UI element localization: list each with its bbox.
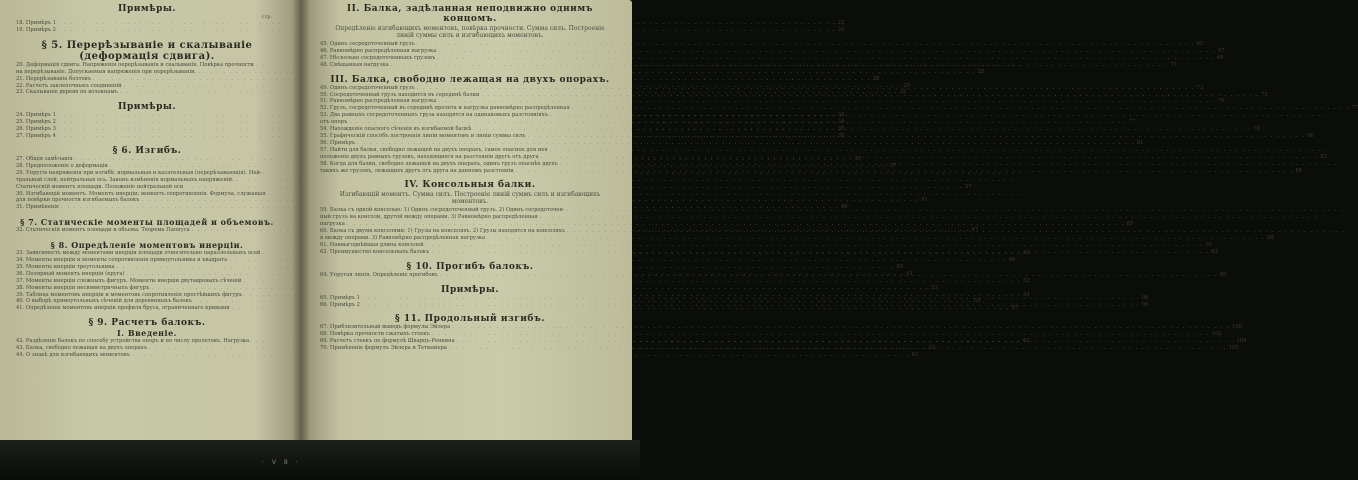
dot-leader — [540, 214, 1318, 221]
toc-page-number: 23 — [837, 20, 845, 26]
toc-entry-title: на перерѣзываніе. Допускаемыя напряженія при перерѣзываніи. — [16, 68, 197, 75]
toc-entry-title: Статическій моментъ площади. Положеніе нейтральной оси — [16, 183, 184, 190]
toc-entry — [320, 47, 1225, 55]
toc-entry-title: 49. Одинъ сосредоточенный грузъ — [320, 84, 415, 91]
toc-entry-title: 33. Зависимость между моментами инерціи площади относительно параллельныхъ осей — [16, 250, 261, 257]
toc-page-number: 67 — [1218, 47, 1225, 54]
toc-entry-title: 22. Расчетъ заклепочныхъ соединеній — [16, 82, 122, 89]
toc-page-number: 37 — [889, 162, 897, 169]
toc-page-number: 46 — [840, 204, 848, 211]
section-heading: III. Балка, свободно лежащая на двухъ опорахъ. — [330, 74, 610, 85]
toc-page-number: 53 — [931, 284, 938, 291]
toc-page-number: 81 — [1136, 139, 1144, 146]
toc-entry — [320, 112, 620, 119]
section-heading: Примѣры. — [117, 102, 177, 113]
toc-entry-title: для повѣрки прочности изгибаемыхъ балокъ — [16, 197, 140, 204]
dot-leader — [362, 302, 1140, 309]
dot-leader — [572, 105, 1350, 112]
toc-entry-title: такихъ же грузовъ, лежащихъ другъ отъ друга на данномъ разстояніи — [320, 167, 514, 174]
section-heading: IV. Консольныя балки. — [404, 180, 536, 191]
toc-page-number: 77 — [1129, 119, 1136, 126]
toc-entry — [16, 68, 985, 76]
book-cover-edge — [0, 440, 640, 480]
toc-entry-title: 70. Примѣненіе формулъ Эйлера и Тетмайера — [320, 345, 447, 352]
toc-entry — [320, 161, 620, 168]
toc-page-number: 99 — [1141, 301, 1149, 308]
dot-leader — [449, 345, 1227, 352]
toc-entry-title: 20. Деформація сдвига. Напряженія перерѣзыванія и скалыванія. Повѣрка прочности — [16, 61, 254, 68]
toc-page-number: 76 — [1218, 98, 1225, 105]
toc-page-number: 55 — [973, 298, 981, 305]
section-heading: § 9. Расчетъ балокъ. — [88, 318, 206, 329]
toc-page-number: 61 — [1023, 338, 1030, 345]
section-heading: І. Введеніе. — [117, 328, 177, 339]
toc-entry-title: 21. Перерѣзываніе болтовъ — [16, 75, 91, 82]
toc-entry — [16, 277, 1030, 285]
toc-page-number: 63 — [911, 352, 919, 359]
toc-page-number: 65 — [1196, 41, 1204, 47]
toc-entry-title: 52. Грузъ, сосредоточенный въ серединѣ пролета и нагрузка равномѣрно распредѣленная — [320, 105, 570, 112]
cover-mark: · V 8 · — [262, 459, 301, 466]
toc-entry-title: 61. Наивыгоднѣйшая длина консолей — [320, 241, 424, 248]
toc-entry-title: 25. Примѣръ 2 — [16, 119, 56, 126]
toc-entry-title: тральный слой, нейтральная ось. Законъ измѣненія нормальныхъ напряженій. — [16, 176, 234, 183]
toc-entry — [320, 139, 1144, 147]
toc-page-number: 35 — [837, 133, 845, 140]
section-subtitle: Опредѣленіе изгибающихъ моментовъ, повѣрка прочности. Сумма силъ. Построеніе линій суммы силъ и изгибающихъ моментовъ. — [335, 25, 605, 39]
toc-page-number: 88 — [1266, 235, 1274, 242]
toc-entry-title: 45. Одинъ сосредоточенный грузъ — [320, 41, 415, 47]
toc-entry-title: 56. Примѣръ — [320, 139, 355, 146]
toc-entry-title: 38. Моменты инерціи несимметричныхъ фигуръ — [16, 284, 150, 291]
dot-leader — [567, 207, 1345, 214]
toc-entry-title: 43. Балка, свободно лежащая на двухъ опорахъ — [16, 345, 148, 352]
toc-page-number: 104 — [1236, 338, 1247, 345]
toc-page-number: 71 — [1170, 61, 1178, 68]
toc-entry-title: 28. Предположеніе о деформаціи — [16, 162, 108, 169]
section-heading: § 11. Продольный изгибъ. — [395, 314, 545, 325]
toc-entry-title: 68. Повѣрка прочности сжатыхъ стоекъ — [320, 331, 430, 338]
toc-entry — [16, 305, 1019, 312]
toc-entry-title: 26. Примѣръ 3 — [16, 126, 56, 133]
toc-page-number: 25 — [978, 68, 985, 75]
page-column-label: стр. — [261, 14, 272, 20]
section-heading: § 10. Прогибъ балокъ. — [406, 261, 534, 272]
dot-leader — [541, 154, 1319, 161]
toc-entry-title: 69. Расчетъ стоекъ по формулѣ Шварцъ-Ренкина — [320, 338, 455, 345]
toc-entry-title: 47. Нѣсколько сосредоточенныхъ грузовъ — [320, 54, 436, 61]
toc-page-number: 37 — [965, 183, 972, 190]
dot-leader — [567, 228, 1345, 235]
dot-leader — [426, 242, 1204, 249]
toc-entry — [16, 20, 845, 27]
toc-entry-title: 62. Преимущество консольныхъ балокъ — [320, 248, 430, 255]
dot-leader — [457, 338, 1235, 345]
toc-entry — [320, 105, 1358, 112]
toc-entry — [320, 54, 1224, 62]
section-heading: § 6. Изгибъ. — [112, 145, 182, 156]
dot-leader — [362, 295, 1140, 302]
toc-page-number: 95 — [1219, 271, 1227, 278]
toc-page-number: 28 — [872, 75, 880, 82]
toc-entry-title: 48. Смѣшанная нагрузка — [320, 61, 389, 68]
toc-page-number: 32 — [899, 89, 907, 96]
toc-page-number: 78 — [1253, 126, 1260, 133]
dot-leader — [528, 133, 1306, 140]
toc-entry — [320, 228, 620, 235]
toc-page-number: 24 — [837, 26, 845, 33]
toc-entry-title: 31. Примѣненіе — [16, 204, 60, 211]
toc-entry-title: нагрузка — [320, 221, 345, 228]
toc-entry-title: 55. Графическій способъ построенія линіи моментовъ и линіи суммы силъ — [320, 132, 526, 139]
toc-entry-title: 57. Найти для балки, свободно лежащей на двухъ опорахъ, самое опасное для нея — [320, 146, 548, 153]
toc-entry-title: 46. Равномѣрно распредѣленная нагрузка — [320, 47, 437, 54]
toc-entry-title: 42. Раздѣленіе балокъ по способу устройства опоръ и по числу пролетовъ. Нагрузка — [16, 338, 250, 345]
toc-page-number: 35 — [837, 126, 845, 133]
dot-leader — [432, 331, 1210, 338]
toc-entry — [320, 235, 1274, 242]
toc-page-number: 50 — [896, 263, 903, 270]
toc-entry-title: 67. Приблизительный выводъ формулы Эйлера — [320, 324, 451, 331]
toc-entry-title: 53. Два равныхъ сосредоточенныхъ груза находятся на одинаковыхъ разстояніяхъ — [320, 112, 548, 119]
toc-entry-title: и между опорами. 3) Равномѣрно распредѣленная нагрузка — [320, 235, 486, 242]
toc-page-number: 91 — [1205, 241, 1213, 248]
toc-entry-title: 64. Упругая линія. Опредѣленіе прогибовъ — [320, 271, 438, 278]
toc-entry-title: 30. Изгибающій моментъ. Моментъ инерціи; моментъ сопротивленія. Формула, служащая — [16, 190, 266, 197]
dot-leader — [417, 41, 1195, 48]
dot-leader — [452, 324, 1230, 331]
toc-entry-title: 60. Балка съ двумя консолями: 1) Грузы на консоляхъ. 2) Грузы находятся на консоляхъ — [320, 228, 565, 235]
toc-page-number: 49 — [1008, 257, 1016, 264]
toc-entry-title: 41. Опредѣленіе моментовъ инерціи профиля бруса, ограниченнаго кривыми — [16, 305, 230, 312]
toc-entry-title: 44. О знакѣ для изгибающихъ моментовъ — [16, 352, 130, 359]
toc-entry — [16, 177, 278, 184]
toc-page-number: 62 — [928, 345, 936, 352]
toc-entry-title: 37. Моменты инерціи сложныхъ фигуръ. Моменты инерціи двутавровыхъ сѣченій — [16, 277, 242, 284]
toc-page-number: 54 — [1023, 291, 1030, 298]
dot-leader — [437, 55, 1215, 62]
toc-page-number: 100 — [1232, 324, 1242, 331]
dot-leader — [431, 249, 1209, 256]
toc-entry — [320, 241, 1213, 249]
dot-leader — [438, 48, 1216, 55]
toc-page-number: 85 — [1126, 221, 1134, 228]
toc-entry-title: 36. Полярный моментъ инерціи (круга) — [16, 270, 125, 277]
toc-page-number: 73 — [1196, 84, 1204, 91]
toc-entry-title: отъ опоръ — [320, 119, 348, 126]
toc-entry-title: 18. Примѣръ 1 — [16, 20, 56, 26]
toc-page-number: 105 — [1228, 345, 1239, 352]
section-heading: Примѣры. — [440, 284, 500, 295]
toc-page-number: 83 — [1320, 153, 1327, 160]
toc-page-number: 69 — [1217, 54, 1224, 61]
toc-page-number: 52 — [1023, 277, 1030, 284]
toc-entry-title: 66. Примѣръ 2 — [320, 301, 360, 308]
toc-entry-title: 54. Нахожденіе опасного сѣченія въ изгибаемой балкѣ — [320, 126, 472, 133]
dot-leader — [440, 272, 1218, 279]
section-heading: Примѣры. — [117, 4, 177, 14]
toc-page-number: 41 — [921, 197, 928, 204]
toc-entry — [320, 61, 1178, 69]
toc-page-number: 47 — [971, 227, 979, 234]
dot-leader — [550, 112, 1328, 119]
toc-entry-title: 50. Сосредоточенный грузъ находится въ серединѣ балки — [320, 91, 480, 98]
dot-leader — [357, 140, 1135, 147]
section-heading: II. Балка, задѣланная неподвижно однимъ концомъ. — [346, 4, 594, 24]
toc-entry-title: положеніе двухъ равныхъ грузовъ, находящихся на разстояніи другъ отъ друга — [320, 153, 539, 160]
dot-leader — [391, 62, 1169, 69]
toc-entry-title: 58. Когда для балки, свободно лежащей на двухъ опорахъ, одинъ грузъ опаснѣе двухъ — [320, 160, 558, 167]
toc-entry-title: 59. Балка съ одной консолью: 1) Одинъ сосредоточенный грузъ. 2) Одинъ сосредоточен- — [320, 207, 565, 214]
toc-entry-title: 35. Моменты инерціи треугольника — [16, 263, 115, 270]
toc-entry — [16, 352, 919, 359]
dot-leader — [473, 126, 1251, 133]
toc-entry — [16, 257, 1016, 264]
toc-page-number: 93 — [1211, 248, 1218, 255]
toc-page-number: 75 — [1261, 91, 1268, 98]
toc-entry — [320, 147, 620, 154]
toc-entry-title: 40. О выборѣ прямоугольныхъ сѣченій для деревянныхъ балокъ — [16, 298, 192, 305]
toc-entry-title: 65. Примѣръ 1 — [320, 294, 360, 301]
toc-entry — [16, 170, 278, 177]
toc-entry-title: 32. Статическій моментъ площади и объема. Теорема Паппуса — [16, 227, 190, 234]
toc-page-number: 34 — [837, 112, 845, 119]
toc-page-number: 80 — [1307, 132, 1314, 139]
toc-page-number: 29 — [903, 82, 910, 89]
toc-page-number: 35 — [854, 155, 862, 162]
toc-page-number: 51 — [906, 270, 913, 277]
toc-entry-title: 34. Моменты инерціи и моменты сопротивленія прямоугольника и квадрата — [16, 257, 228, 264]
dot-leader — [481, 92, 1259, 99]
toc-page-number: 48 — [1023, 250, 1030, 257]
dot-leader — [550, 147, 1328, 154]
toc-entry-title: 23. Скалываніе деревя по волокнамъ — [16, 89, 118, 96]
toc-page-number: 98 — [1141, 294, 1149, 301]
toc-entry-title: 29. Упругія напряженія при изгибѣ: нормальныя и касательныя (перерѣзывающія). Ней- — [16, 169, 262, 176]
toc-entry-title: ный грузъ на консоли, другой между опорами. 3) Равномѣрно распредѣленная — [320, 214, 538, 221]
toc-entry-title: 24. Примѣръ 1 — [16, 112, 56, 119]
toc-entry — [320, 167, 1303, 175]
section-heading: § 7. Статическіе моменты площадей и объемовъ. — [20, 217, 274, 228]
toc-entry-title: 39. Таблица моментовъ инерціи и моментовъ сопротивленія простѣйшихъ фигуръ — [16, 291, 242, 298]
toc-page-number: 34 — [837, 119, 845, 126]
section-heading: § 8. Опредѣленіе моментовъ инерціи. — [50, 240, 244, 251]
toc-entry-title: 27. Примѣръ 4 — [16, 133, 56, 140]
toc-page-number: 84 — [1295, 167, 1303, 174]
toc-entry — [16, 62, 278, 69]
dot-leader — [516, 168, 1294, 175]
book-gutter — [292, 0, 310, 444]
toc-entry-title: 51. Равномѣрно распредѣленная нагрузка — [320, 98, 437, 105]
toc-entry — [320, 41, 1204, 48]
toc-entry-title: 27. Общія замѣчанія — [16, 155, 73, 162]
dot-leader — [560, 161, 1338, 168]
section-heading: § 5. Перерѣзываніе и скалываніе (деформація сдвига). — [41, 39, 253, 62]
toc-page-number: 77 — [1351, 105, 1358, 112]
dot-leader — [487, 235, 1265, 242]
section-subtitle: Изгибающій моментъ. Сумма силъ. Построеніе линій суммъ силъ и изгибающихъ моментовъ. — [339, 191, 601, 206]
dot-leader — [417, 82, 1195, 92]
toc-entry — [320, 214, 620, 221]
toc-page-number: 102 — [1211, 331, 1222, 338]
toc-page-number: 57 — [1011, 305, 1019, 312]
toc-entry-title: 19. Примѣръ 2 — [16, 26, 56, 33]
